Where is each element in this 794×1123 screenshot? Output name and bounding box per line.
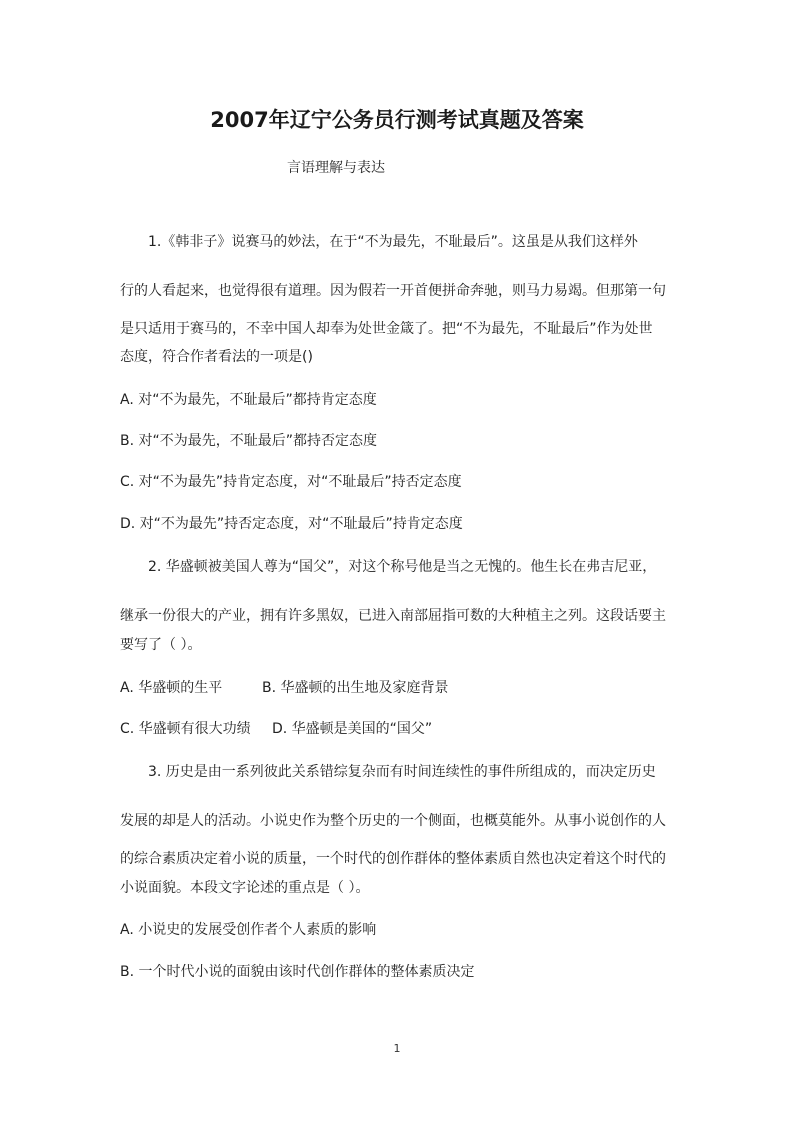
- question-2-option-d: D. 华盛顿是美国的“国父”: [272, 721, 433, 737]
- question-2-option-b: B. 华盛顿的出生地及家庭背景: [262, 680, 449, 696]
- question-2-line-1: 2. 华盛顿被美国人尊为“国父”，对这个称号他是当之无愧的。他生长在弗吉尼亚，: [148, 559, 657, 575]
- question-2-option-c: C. 华盛顿有很大功绩: [120, 721, 251, 737]
- section-heading: 言语理解与表达: [287, 160, 385, 176]
- question-1-line-4: 态度，符合作者看法的一项是(): [120, 349, 313, 365]
- question-1-line-2: 行的人看起来，也觉得很有道理。因为假若一开首便拼命奔驰，则马力易竭。但那第一句: [120, 283, 666, 299]
- question-3-option-a: A. 小说史的发展受创作者个人素质的影响: [120, 922, 377, 938]
- question-2-line-2: 继承一份很大的产业，拥有许多黑奴，已进入南部屈指可数的大种植主之列。这段话要主: [120, 608, 666, 624]
- question-3-line-3: 的综合素质决定着小说的质量，一个时代的创作群体的整体素质自然也决定着这个时代的: [120, 851, 666, 867]
- question-1-line-3: 是只适用于赛马的，不幸中国人却奉为处世金箴了。把“不为最先，不耻最后”作为处世: [120, 321, 653, 337]
- document-title: 2007年辽宁公务员行测考试真题及答案: [210, 108, 584, 132]
- question-1-option-c: C. 对“不为最先”持肯定态度，对“不耻最后”持否定态度: [120, 474, 462, 490]
- question-1-line-1: 1.《韩非子》说赛马的妙法，在于“不为最先，不耻最后”。这虽是从我们这样外: [148, 234, 638, 250]
- question-3-line-1: 3. 历史是由一系列彼此关系错综复杂而有时间连续性的事件所组成的，而决定历史: [148, 764, 656, 780]
- question-1-option-b: B. 对“不为最先，不耻最后”都持否定态度: [120, 433, 378, 449]
- question-3-line-2: 发展的却是人的活动。小说史作为整个历史的一个侧面，也概莫能外。从事小说创作的人: [120, 813, 666, 829]
- page-number: 1: [393, 1042, 401, 1055]
- question-1-option-a: A. 对“不为最先，不耻最后”都持肯定态度: [120, 392, 377, 408]
- question-2-option-a: A. 华盛顿的生平: [120, 680, 223, 696]
- question-3-line-4: 小说面貌。本段文字论述的重点是（ ）。: [120, 880, 370, 896]
- question-3-option-b: B. 一个时代小说的面貌由该时代创作群体的整体素质决定: [120, 964, 475, 980]
- question-2-line-3: 要写了（ ）。: [120, 637, 202, 653]
- question-1-option-d: D. 对“不为最先”持否定态度，对“不耻最后”持肯定态度: [120, 516, 463, 532]
